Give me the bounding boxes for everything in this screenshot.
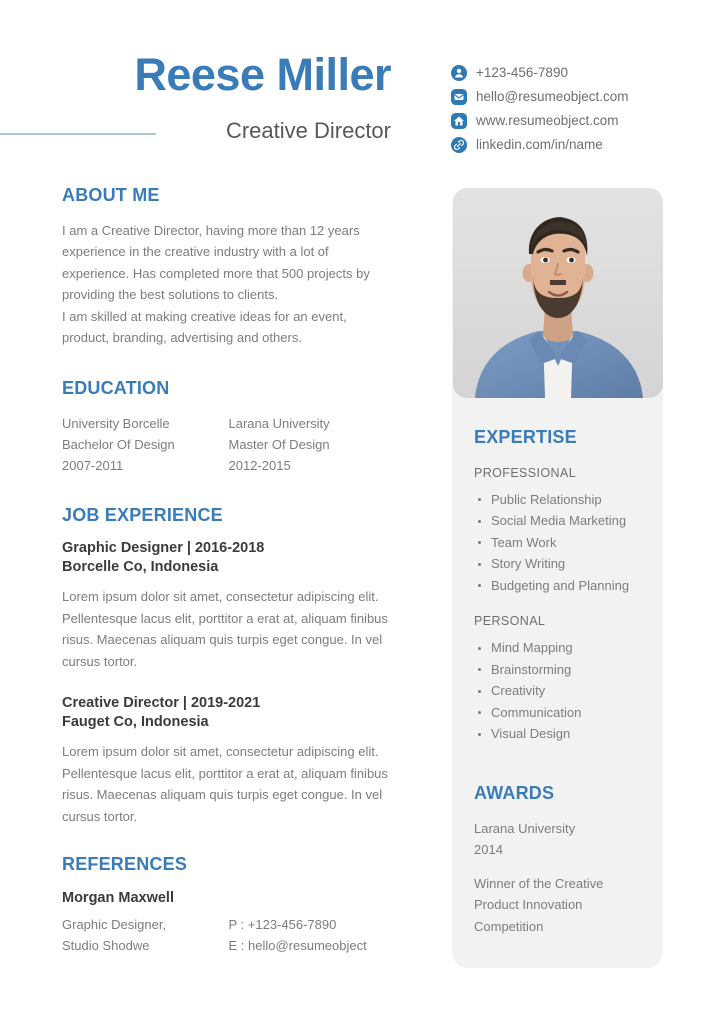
job-description: Lorem ipsum dolor sit amet, consectetur adipiscing elit. Pellentesque lacus elit, porttitor a erat at, aliquam finibus risus. Maecenas aliquam quis turpis eget congue. In vel cursus tortor. [62,589,388,669]
expertise-personal-list [474,637,654,745]
contact-item-website[interactable] [451,110,701,132]
contact-website-text: www.resumeobject.com [476,113,619,129]
contact-email-text: hello@resumeobject.com [476,89,629,105]
reference-role-line1: Graphic Designer, [62,917,167,933]
main-column [62,186,395,980]
expertise-section [474,428,654,763]
awards-title: AWARDS [474,783,555,803]
contact-item-linkedin[interactable] [451,134,701,156]
about-paragraph-2: I am skilled at making creative ideas for an event, product, branding, advertising and others. [62,308,347,346]
job-entry [62,694,395,827]
education-grid [62,413,395,476]
education-entry [229,413,396,476]
list-item: Story Writing [474,553,654,575]
list-item: Communication [474,702,654,724]
list-item: Brainstorming [474,659,654,681]
education-title: EDUCATION [62,377,170,398]
job-entry [62,539,395,672]
award-institution: Larana University [474,820,576,836]
contact-list [451,62,701,158]
job-description: Lorem ipsum dolor sit amet, consectetur adipiscing elit. Pellentesque lacus elit, porttitor a erat at, aliquam finibus risus. Maecenas aliquam quis turpis eget congue. In vel cursus tortor. [62,744,388,824]
about-section [62,186,395,349]
education-degree: Master Of Design [228,436,330,452]
list-item: Social Media Marketing [474,510,654,532]
link-icon [451,137,467,153]
envelope-icon [451,89,467,105]
award-entry [474,873,654,938]
reference-role-line2: Studio Shodwe [62,938,150,954]
about-paragraph-1: I am a Creative Director, having more than 12 years experience in the creative industry with a lot of experience. Has completed more that 500 projects by providing the best solutions to clients. [62,222,370,303]
education-school: Larana University [228,415,330,431]
references-section [62,855,395,956]
list-item: Budgeting and Planning [474,575,654,597]
reference-phone: P : +123-456-7890 [228,917,337,933]
expertise-professional-label: PROFESSIONAL [474,465,577,480]
education-years: 2007-2011 [62,457,124,473]
list-item: Creativity [474,680,654,702]
list-item: Team Work [474,532,654,554]
reference-role [62,914,229,956]
education-school: University Borcelle [62,415,170,431]
job-title: Graphic Designer | 2016-2018 [62,540,265,557]
job-title: Creative Director | 2019-2021 [62,695,261,712]
header [0,0,724,180]
portrait-photo-illustration [453,188,663,398]
about-title: ABOUT ME [62,185,160,205]
list-item: Mind Mapping [474,637,654,659]
person-icon [451,65,467,81]
contact-item-phone[interactable] [451,62,701,84]
contact-phone-text: +123-456-7890 [476,65,568,81]
education-entry [62,413,229,476]
award-description-line1: Winner of the Creative [474,875,604,891]
contact-linkedin-text: linkedin.com/in/name [476,137,603,153]
expertise-professional-list [474,489,654,597]
expertise-title: EXPERTISE [474,427,577,447]
references-title: REFERENCES [62,854,188,875]
awards-section [474,784,654,937]
expertise-personal-label: PERSONAL [474,614,546,629]
page-title: Reese Miller [134,49,391,100]
avatar [453,188,663,398]
reference-grid [62,914,395,956]
reference-contact [229,914,396,956]
list-item: Public Relationship [474,489,654,511]
list-item: Visual Design [474,723,654,745]
contact-item-email[interactable] [451,86,701,108]
job-company: Borcelle Co, Indonesia [62,559,219,576]
reference-name: Morgan Maxwell [62,890,174,907]
experience-title: JOB EXPERIENCE [62,504,223,525]
job-company: Fauget Co, Indonesia [62,714,209,731]
education-degree: Bachelor Of Design [62,436,175,452]
home-icon [451,113,467,129]
reference-email: E : hello@resumeobject [228,938,367,954]
award-entry [474,818,654,861]
award-description-line2: Product Innovation [474,897,583,913]
education-section [62,379,395,476]
education-years: 2012-2015 [228,457,291,473]
experience-section [62,506,395,828]
job-role-subtitle: Creative Director [225,118,391,143]
award-year: 2014 [474,842,503,858]
award-description-line3: Competition [474,918,544,934]
